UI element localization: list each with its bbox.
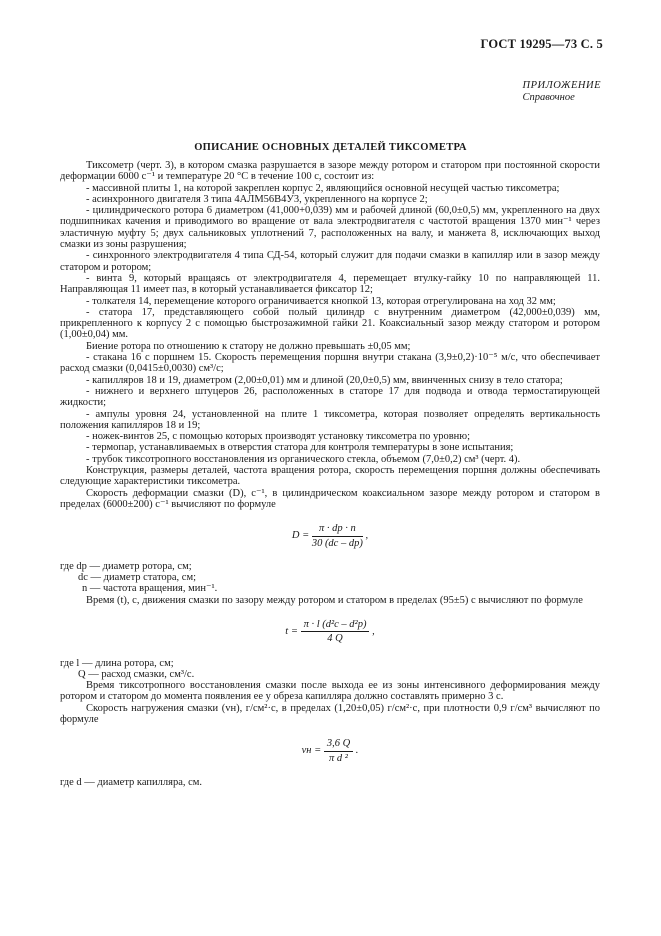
appendix-type: Справочное bbox=[522, 92, 575, 103]
appendix-block bbox=[523, 80, 602, 104]
formula-fraction bbox=[324, 738, 353, 764]
formula-tail: , bbox=[372, 626, 375, 638]
definition-item: где l — длина ротора, см; bbox=[60, 657, 174, 669]
formula-denominator: 30 (dс – dр) bbox=[311, 537, 363, 549]
formula-denominator: 4 Q bbox=[327, 633, 343, 645]
formula-numerator: π · l (d²с – d²р) bbox=[301, 619, 370, 632]
list-item: - ножек-винтов 25, с помощью которых производят установку тиксометра по уровню; bbox=[86, 431, 471, 443]
list-item: - трубок тиксотропного восстановления из органического стекла, объемом (7,0±0,2) см³ (черт. 4). bbox=[86, 453, 521, 465]
list-item: - нижнего и верхнего штуцеров 26, расположенных в статоре 17 для подвода и отвода термостатирующей жидкости; bbox=[60, 385, 600, 409]
list-item: - капилляров 18 и 19, диаметром (2,00±0,01) мм и длиной (20,0±0,5) мм, ввинченных снизу в тело статора; bbox=[86, 374, 563, 386]
definitions-2 bbox=[60, 658, 600, 681]
formula-denominator: π d ² bbox=[329, 752, 348, 764]
definition-item: где dр — диаметр ротора, см; bbox=[60, 560, 192, 572]
list-item: - асинхронного двигателя 3 типа 4АЛМ56В4У3, укрепленного на корпусе 2; bbox=[86, 193, 428, 205]
paragraph: Скорость деформации смазки (D), с⁻¹, в цилиндрическом коаксиальном зазоре между ротором и статором в пределах (6000±200) с⁻¹ вычисляют по формуле bbox=[60, 487, 600, 510]
document-body bbox=[60, 160, 600, 788]
paragraph: Конструкция, размеры деталей, частота вращения ротора, скорость перемещения поршня должны обеспечивать следующие характеристики тиксометра. bbox=[60, 465, 600, 488]
list-item: - стакана 16 с поршнем 15. Скорость перемещения поршня внутри стакана (3,9±0,2)·10⁻⁵ м/с, что обеспечивает расход смазки (0,0415±0,0030) см³/с; bbox=[60, 352, 600, 375]
list-item: - ампулы уровня 24, установленной на плите 1 тиксометра, которая позволяет определять вертикальность положения капилляров 18 и 19; bbox=[60, 408, 600, 431]
definition-item: Q — расход смазки, см³/с. bbox=[78, 668, 195, 680]
formula-deformation-rate bbox=[60, 523, 600, 549]
formula-fraction bbox=[301, 619, 370, 645]
formula-fraction bbox=[312, 523, 363, 549]
paragraph: Время (t), с, движения смазки по зазору между ротором и статором в пределах (95±5) с вычисляют по формуле bbox=[86, 594, 583, 606]
definitions-3 bbox=[60, 777, 600, 788]
section-title: ОПИСАНИЕ ОСНОВНЫХ ДЕТАЛЕЙ ТИКСОМЕТРА bbox=[194, 142, 467, 153]
definitions-1 bbox=[60, 561, 600, 595]
list-item: - толкателя 14, перемещение которого ограничивается кнопкой 13, которая отрегулирована на ход 32 мм; bbox=[86, 295, 556, 307]
appendix-label: ПРИЛОЖЕНИЕ bbox=[522, 80, 601, 91]
formula-time bbox=[60, 619, 600, 645]
formula-lhs: t = bbox=[285, 626, 298, 638]
paragraph: Скорость нагружения смазки (vн), г/см²·с, в пределах (1,20±0,05) г/см²·с, при плотности 0,9 г/см³ вычисляют по формуле bbox=[60, 702, 600, 726]
formula-lhs: vн = bbox=[301, 745, 322, 757]
standard-header: ГОСТ 19295—73 С. 5 bbox=[480, 37, 603, 51]
definition-item: где d — диаметр капилляра, см. bbox=[60, 776, 203, 788]
formula-lhs: D = bbox=[291, 530, 310, 542]
definition-item: dс — диаметр статора, см; bbox=[78, 572, 197, 584]
list-item: - термопар, устанавливаемых в отверстия статора для контроля температуры в зоне испытания; bbox=[86, 442, 514, 454]
formula-tail: , bbox=[365, 530, 369, 542]
formula-load-rate bbox=[60, 738, 600, 764]
list-item: - винта 9, который вращаясь от электродвигателя 4, перемещает втулку-гайку 10 по направляющей 11. Направляющая 11 имеет паз, в который устанавливается фиксатор 12; bbox=[60, 272, 600, 296]
formula-tail: . bbox=[355, 745, 359, 757]
definition-item: n — частота вращения, мин⁻¹. bbox=[82, 583, 218, 595]
paragraph: Время тиксотропного восстановления смазки после выхода ее из зоны интенсивного деформирования между ротором и статором до момента появления ее у обреза капилляра должно составлять примерно 3 с. bbox=[60, 680, 600, 703]
list-item: - синхронного электродвигателя 4 типа СД-54, который служит для подачи смазки в капилляр или в зазор между статором и ротором; bbox=[60, 250, 600, 273]
list-item: - статора 17, представляющего собой полый цилиндр с внутренним диаметром (42,000±0,039) мм, прикрепленного к корпусу 2 с помощью быстрозажимной гайки 21. Коаксиальный зазор между статором и ротором (1,00±0,04) мм. bbox=[60, 306, 600, 341]
formula-numerator: 3,6 Q bbox=[324, 738, 353, 751]
paragraph: Тиксометр (черт. 3), в котором смазка разрушается в зазоре между ротором и статором при постоянной скорости деформации 6000 с⁻¹ и температуре 20 °С в течение 100 с, состоит из: bbox=[60, 160, 600, 183]
formula-numerator: π · dр · n bbox=[312, 523, 363, 536]
paragraph: Биение ротора по отношению к статору не должно превышать ±0,05 мм; bbox=[86, 340, 411, 352]
list-item: - цилиндрического ротора 6 диаметром (41,000+0,039) мм и рабочей длиной (60,0±0,5) мм, укрепленного на двух подшипниках качения и приводимого во вращение от вала электродвигателя с частотой вращения 1370 мин⁻¹ через эластичную муфту 5; двух сальниковых уплотнений 7, расположенных на валу, и манжета 8, исключающих выход смазки из зоны разрушения; bbox=[60, 205, 600, 251]
list-item: - массивной плиты 1, на которой закреплен корпус 2, являющийся основной несущей частью тиксометра; bbox=[86, 182, 560, 194]
